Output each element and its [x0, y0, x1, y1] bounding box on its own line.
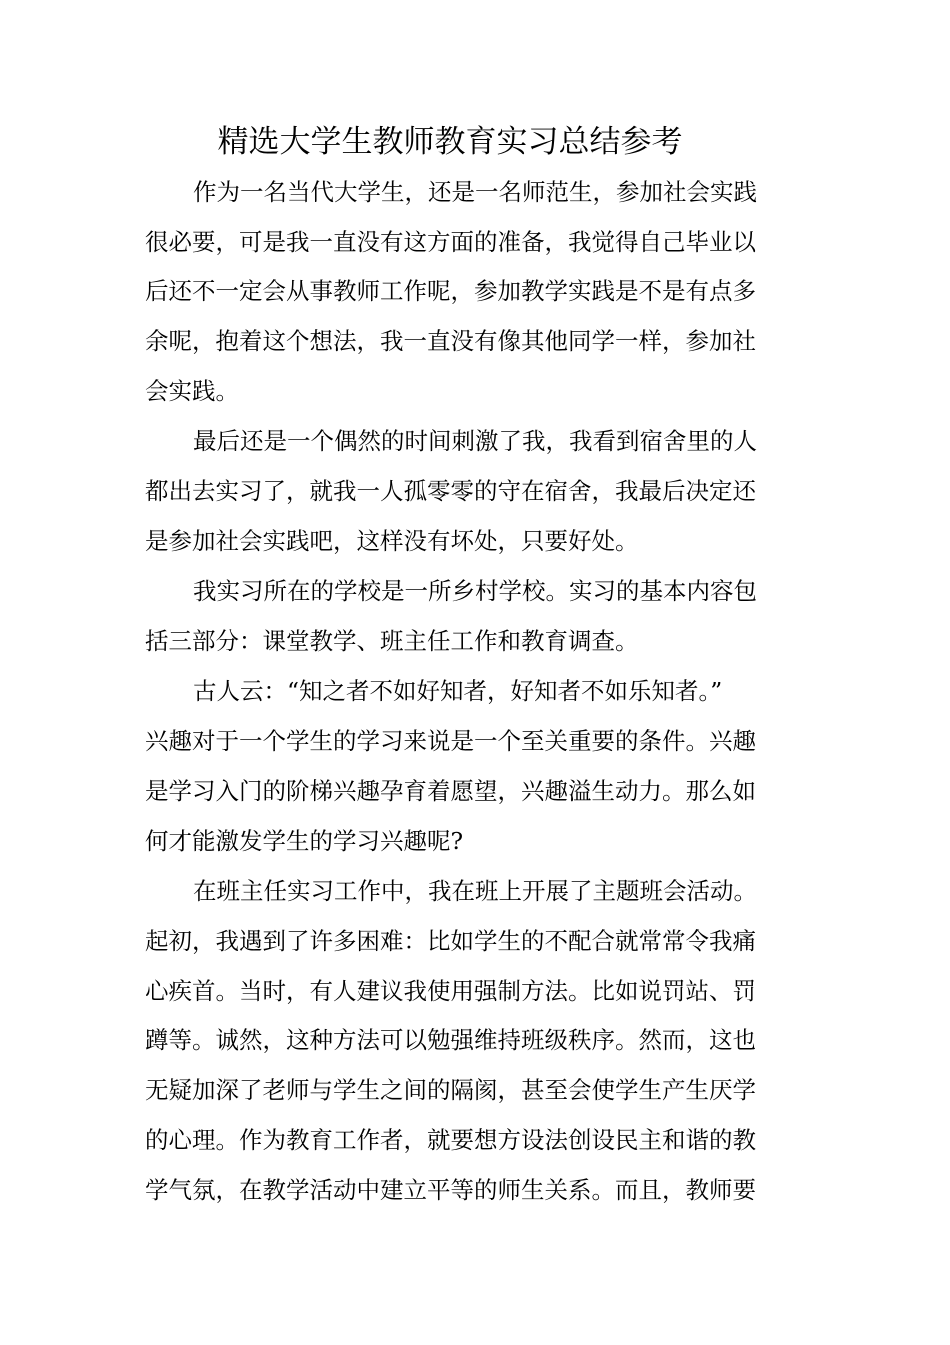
- text-line: 心疾首。当时，有人建议我使用强制方法。比如说罚站、罚: [145, 977, 756, 1005]
- text-line: 学气氛，在教学活动中建立平等的师生关系。而且，教师要: [145, 1176, 756, 1204]
- text-line: 括三部分：课堂教学、班主任工作和教育调查。: [145, 627, 639, 655]
- text-line: 作为一名当代大学生，还是一名师范生，参加社会实践: [193, 178, 757, 206]
- text-line: 在班主任实习工作中，我在班上开展了主题班会活动。: [193, 877, 757, 905]
- text-line: 兴趣对于一个学生的学习来说是一个至关重要的条件。兴趣: [145, 727, 756, 755]
- text-line: 是参加社会实践吧，这样没有坏处，只要好处。: [145, 527, 639, 555]
- text-line: 都出去实习了，就我一人孤零零的守在宿舍，我最后决定还: [145, 477, 756, 505]
- text-line: 很必要，可是我一直没有这方面的准备，我觉得自己毕业以: [145, 228, 756, 256]
- text-line: 会实践。: [145, 377, 239, 405]
- text-line: 何才能激发学生的学习兴趣呢?: [145, 827, 464, 855]
- text-line: 的心理。作为教育工作者，就要想方设法创设民主和谐的教: [145, 1126, 756, 1154]
- text-line: 蹲等。诚然，这种方法可以勉强维持班级秩序。然而，这也: [145, 1026, 756, 1054]
- text-line: 古人云：“知之者不如好知者，好知者不如乐知者。”: [193, 677, 723, 705]
- text-line: 是学习入门的阶梯兴趣孕育着愿望，兴趣溢生动力。那么如: [145, 777, 756, 805]
- text-line: 后还不一定会从事教师工作呢，参加教学实践是不是有点多: [145, 277, 756, 305]
- text-line: 无疑加深了老师与学生之间的隔阂，甚至会使学生产生厌学: [145, 1076, 756, 1104]
- document-title: 精选大学生教师教育实习总结参考: [217, 124, 683, 160]
- text-line: 余呢，抱着这个想法，我一直没有像其他同学一样，参加社: [145, 327, 756, 355]
- text-line: 起初，我遇到了许多困难：比如学生的不配合就常常令我痛: [145, 927, 756, 955]
- text-line: 最后还是一个偶然的时间刺激了我，我看到宿舍里的人: [193, 427, 757, 455]
- text-line: 我实习所在的学校是一所乡村学校。实习的基本内容包: [193, 577, 757, 605]
